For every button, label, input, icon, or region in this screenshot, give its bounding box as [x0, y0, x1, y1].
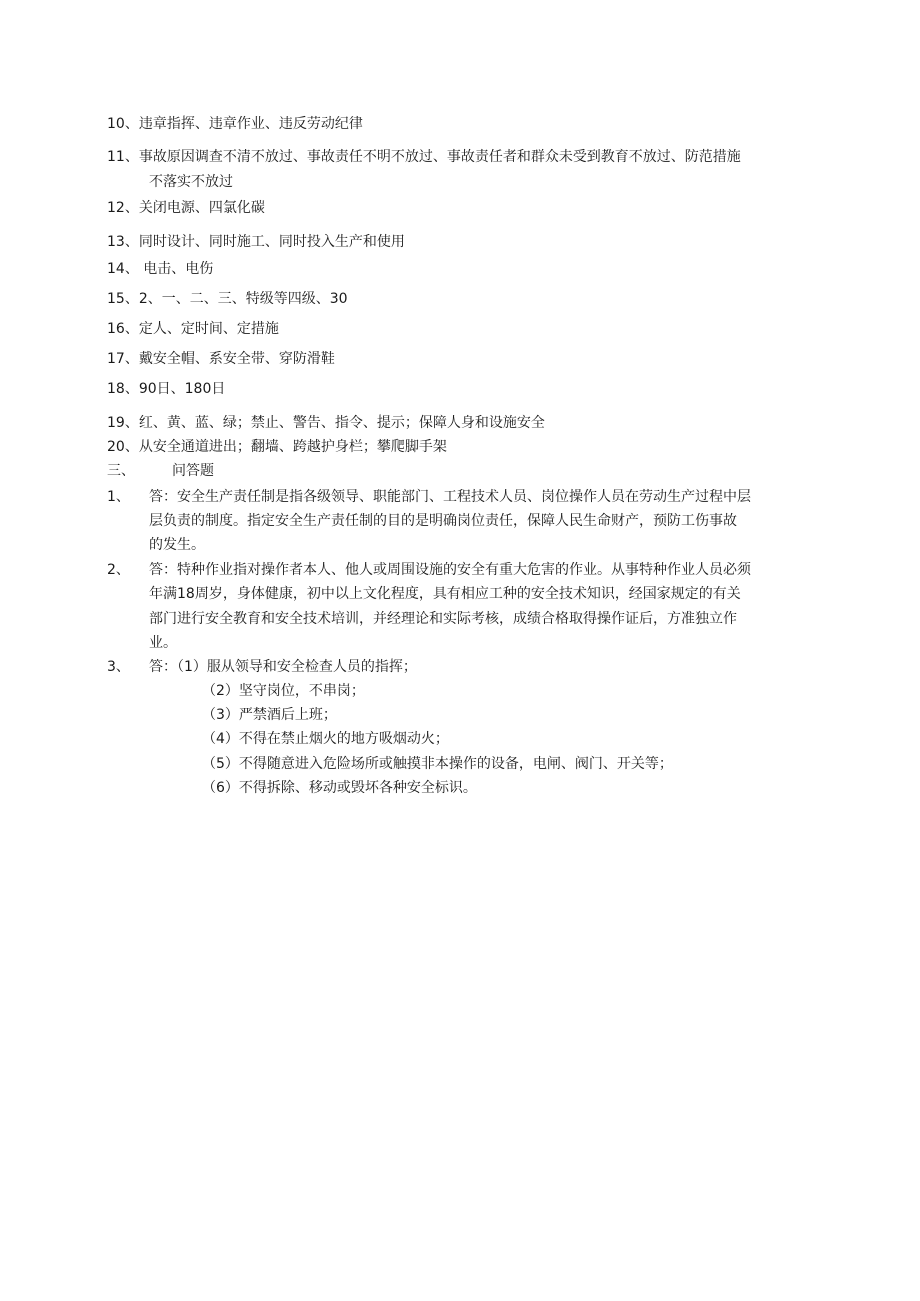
- answer-19: 19、红、黄、蓝、绿；禁止、警告、指令、提示；保障人身和设施安全: [107, 415, 545, 431]
- q3-item-4: （4）不得在禁止烟火的地方吸烟动火；: [202, 731, 449, 747]
- answer-20: 20、从安全通道进出；翻墙、跨越护身栏；攀爬脚手架: [107, 439, 447, 455]
- answer-11-line2: 不落实不放过: [149, 174, 233, 190]
- q2-line4: 业。: [149, 635, 177, 651]
- q3-item-2: （2）坚守岗位，不串岗；: [202, 683, 365, 699]
- q3-first-item: 答：（1）服从领导和安全检查人员的指挥；: [149, 659, 417, 675]
- answer-12: 12、关闭电源、四氯化碳: [107, 200, 265, 216]
- answer-14: 14、 电击、电伤: [107, 261, 214, 277]
- q1-line3: 的发生。: [149, 537, 205, 553]
- answer-13: 13、同时设计、同时施工、同时投入生产和使用: [107, 234, 405, 250]
- answer-17: 17、戴安全帽、系安全带、穿防滑鞋: [107, 351, 335, 367]
- answer-18: 18、90日、180日: [107, 381, 226, 397]
- section-3-title: 问答题: [172, 463, 214, 479]
- q3-item-3: （3）严禁酒后上班；: [202, 707, 337, 723]
- q1-line1: 答：安全生产责任制是指各级领导、职能部门、工程技术人员、岗位操作人员在劳动生产过程中层: [149, 489, 751, 505]
- q1-number: 1、: [107, 489, 130, 505]
- q3-number: 3、: [107, 659, 130, 675]
- q2-line3: 部门进行安全教育和安全技术培训，并经理论和实际考核，成绩合格取得操作证后，方准独立作: [149, 611, 737, 627]
- answer-15: 15、2、一、二、三、特级等四级、30: [107, 291, 348, 307]
- q3-item-6: （6）不得拆除、移动或毁坏各种安全标识。: [202, 780, 477, 796]
- q2-line2: 年满18周岁，身体健康，初中以上文化程度，具有相应工种的安全技术知识，经国家规定的有关: [149, 586, 741, 602]
- answer-16: 16、定人、定时间、定措施: [107, 321, 279, 337]
- answer-10: 10、违章指挥、违章作业、违反劳动纪律: [107, 116, 363, 132]
- section-3-number: 三、: [107, 463, 135, 479]
- q2-line1: 答：特种作业指对操作者本人、他人或周围设施的安全有重大危害的作业。从事特种作业人员必须: [149, 562, 751, 578]
- q2-number: 2、: [107, 562, 130, 578]
- q3-item-5: （5）不得随意进入危险场所或触摸非本操作的设备，电闸、阀门、开关等；: [202, 756, 673, 772]
- q1-line2: 层负责的制度。指定安全生产责任制的目的是明确岗位责任，保障人民生命财产，预防工伤事故: [149, 513, 737, 529]
- answer-11-line1: 11、事故原因调查不清不放过、事故责任不明不放过、事故责任者和群众未受到教育不放过、防范措施: [107, 149, 741, 165]
